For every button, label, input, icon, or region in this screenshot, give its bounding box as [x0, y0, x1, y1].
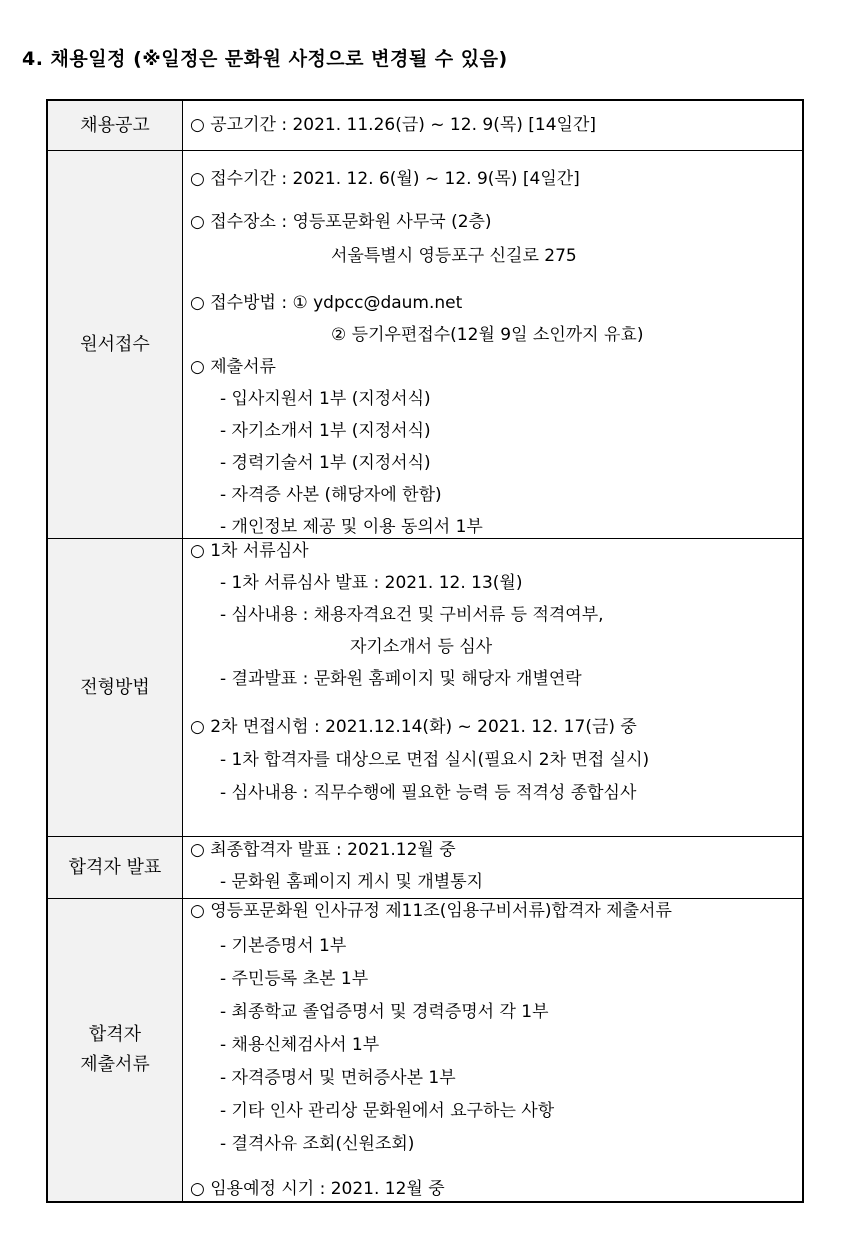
content-line: ○ 최종합격자 발표 : 2021.12월 중 — [190, 840, 456, 860]
row-label-text: 채용공고 — [80, 114, 150, 136]
schedule-table — [46, 99, 804, 1203]
content-line: - 자격증 사본 (해당자에 한함) — [220, 485, 442, 505]
content-line: - 자기소개서 1부 (지정서식) — [220, 421, 431, 441]
content-line: ○ 접수기간 : 2021. 12. 6(월) ~ 12. 9(목) [4일간] — [190, 169, 580, 189]
content-line: ○ 임용예정 시기 : 2021. 12월 중 — [190, 1179, 445, 1199]
row-label — [48, 899, 183, 1201]
content-line: - 기타 인사 관리상 문화원에서 요구하는 사항 — [220, 1101, 555, 1121]
content-line: - 심사내용 : 채용자격요건 및 구비서류 등 적격여부, — [220, 605, 604, 625]
content-line: ○ 2차 면접시험 : 2021.12.14(화) ~ 2021. 12. 17(금) 중 — [190, 717, 637, 737]
content-line: - 문화원 홈페이지 게시 및 개별통지 — [220, 872, 484, 892]
row-application — [48, 151, 802, 539]
row-label — [48, 151, 183, 538]
section-heading: 4. 채용일정 (※일정은 문화원 사정으로 변경될 수 있음) — [22, 48, 508, 70]
content-line: ○ 영등포문화원 인사규정 제11조(임용구비서류)합격자 제출서류 — [190, 901, 672, 921]
content-line: - 주민등록 초본 1부 — [220, 969, 369, 989]
content-line: 서울특별시 영등포구 신길로 275 — [331, 246, 577, 266]
content-line: - 최종학교 졸업증명서 및 경력증명서 각 1부 — [220, 1002, 549, 1022]
row-label — [48, 101, 183, 150]
content-line: ○ 접수방법 : ① ydpcc@daum.net — [190, 293, 463, 313]
content-line: - 1차 합격자를 대상으로 면접 실시(필요시 2차 면접 실시) — [220, 750, 650, 770]
content-line: - 채용신체검사서 1부 — [220, 1035, 380, 1055]
content-line: - 결과발표 : 문화원 홈페이지 및 해당자 개별연락 — [220, 669, 582, 689]
row-label-text: 원서접수 — [80, 333, 150, 355]
content-line: - 기본증명서 1부 — [220, 936, 347, 956]
content-line: - 자격증명서 및 면허증사본 1부 — [220, 1068, 456, 1088]
row-label — [48, 539, 183, 836]
content-line: - 경력기술서 1부 (지정서식) — [220, 453, 431, 473]
content-line: ○ 1차 서류심사 — [190, 541, 309, 561]
content-line: - 결격사유 조회(신원조회) — [220, 1134, 415, 1154]
content-line: - 심사내용 : 직무수행에 필요한 능력 등 적격성 종합심사 — [220, 783, 637, 803]
content-line: 자기소개서 등 심사 — [350, 637, 493, 657]
content-line: ○ 제출서류 — [190, 357, 276, 377]
content-line: ② 등기우편접수(12월 9일 소인까지 유효) — [331, 325, 644, 345]
row-label-text: 합격자 — [88, 1024, 142, 1045]
content-line: - 개인정보 제공 및 이용 동의서 1부 — [220, 517, 483, 537]
row-label-text: 전형방법 — [80, 676, 150, 698]
row-label — [48, 837, 183, 898]
row-selection-method — [48, 539, 802, 837]
row-required-documents — [48, 899, 802, 1201]
row-label-text: 합격자 발표 — [68, 856, 162, 878]
content-line: - 1차 서류심사 발표 : 2021. 12. 13(월) — [220, 573, 523, 593]
content-line: ○ 공고기간 : 2021. 11.26(금) ~ 12. 9(목) [14일간] — [190, 115, 597, 135]
row-label-text: 제출서류 — [80, 1054, 150, 1075]
row-announcement — [48, 837, 802, 899]
content-line: - 입사지원서 1부 (지정서식) — [220, 389, 431, 409]
row-recruitment-notice — [48, 101, 802, 151]
content-line: ○ 접수장소 : 영등포문화원 사무국 (2층) — [190, 212, 492, 232]
